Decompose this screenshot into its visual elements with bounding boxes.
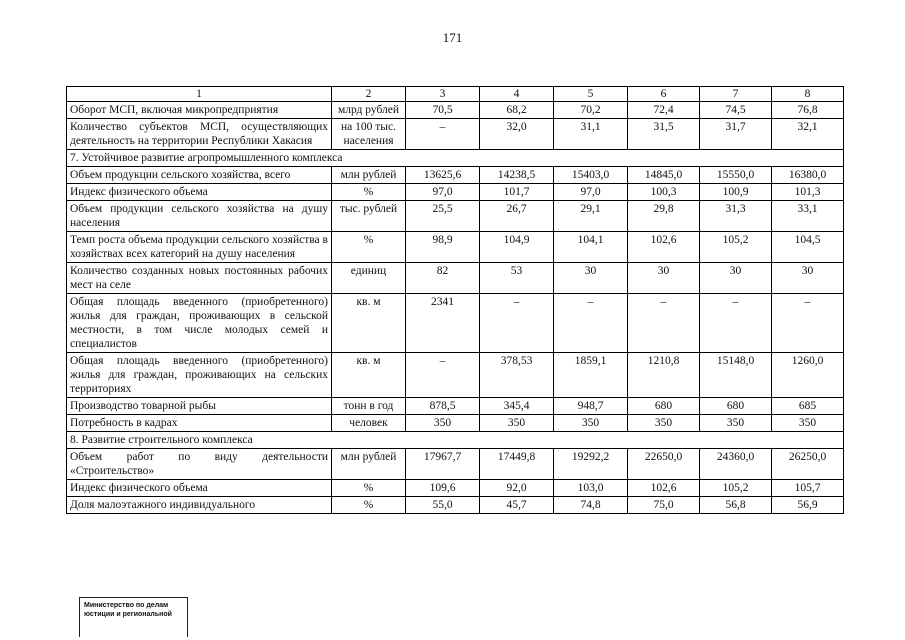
value-cell: 109,6 (406, 480, 480, 497)
table-row (67, 184, 844, 201)
stamp-line: Министерство по делам (84, 602, 169, 609)
value-cell: 350 (772, 415, 844, 432)
value-cell: 30 (700, 263, 772, 294)
indicator-name: Потребность в кадрах (67, 415, 332, 432)
column-header: 7 (700, 87, 772, 102)
indicator-name: Производство товарной рыбы (67, 398, 332, 415)
value-cell: 24360,0 (700, 449, 772, 480)
value-cell: 878,5 (406, 398, 480, 415)
table-body (67, 87, 844, 514)
value-cell: 101,3 (772, 184, 844, 201)
value-cell: 350 (554, 415, 628, 432)
value-cell: – (406, 353, 480, 398)
value-cell: 100,9 (700, 184, 772, 201)
value-cell: 2341 (406, 294, 480, 353)
registration-stamp (79, 597, 188, 637)
value-cell: 378,53 (480, 353, 554, 398)
indicator-name: Оборот МСП, включая микропредприятия (67, 102, 332, 119)
value-cell: 104,1 (554, 232, 628, 263)
value-cell: 685 (772, 398, 844, 415)
value-cell: 70,2 (554, 102, 628, 119)
value-cell: – (628, 294, 700, 353)
value-cell: 105,7 (772, 480, 844, 497)
value-cell: 350 (700, 415, 772, 432)
unit-cell: млн рублей (332, 449, 406, 480)
value-cell: 56,8 (700, 497, 772, 514)
value-cell: 105,2 (700, 232, 772, 263)
value-cell: 948,7 (554, 398, 628, 415)
value-cell: 1260,0 (772, 353, 844, 398)
indicator-name: Объем работ по виду деятельности «Строительство» (67, 449, 332, 480)
unit-cell: кв. м (332, 294, 406, 353)
value-cell: 102,6 (628, 232, 700, 263)
value-cell: 15403,0 (554, 167, 628, 184)
value-cell: 104,5 (772, 232, 844, 263)
indicators-table (66, 86, 844, 514)
value-cell: – (772, 294, 844, 353)
table-row (67, 119, 844, 150)
value-cell: 55,0 (406, 497, 480, 514)
column-header: 1 (67, 87, 332, 102)
page-number: 171 (442, 30, 463, 45)
value-cell: 75,0 (628, 497, 700, 514)
column-number-row (67, 87, 844, 102)
table-row (67, 232, 844, 263)
stamp-line: юстиции и региональной (84, 611, 172, 618)
unit-cell: % (332, 232, 406, 263)
value-cell: 16380,0 (772, 167, 844, 184)
value-cell: 105,2 (700, 480, 772, 497)
value-cell: 97,0 (406, 184, 480, 201)
value-cell: – (406, 119, 480, 150)
value-cell: 15550,0 (700, 167, 772, 184)
column-header: 8 (772, 87, 844, 102)
value-cell: 350 (480, 415, 554, 432)
value-cell: – (554, 294, 628, 353)
unit-cell: на 100 тыс. населения (332, 119, 406, 150)
value-cell: 1210,8 (628, 353, 700, 398)
unit-cell: тыс. рублей (332, 201, 406, 232)
column-header: 3 (406, 87, 480, 102)
value-cell: 74,5 (700, 102, 772, 119)
value-cell: 14238,5 (480, 167, 554, 184)
table-row (67, 398, 844, 415)
value-cell: 15148,0 (700, 353, 772, 398)
unit-cell: кв. м (332, 353, 406, 398)
table-row (67, 294, 844, 353)
value-cell: – (700, 294, 772, 353)
value-cell: 30 (628, 263, 700, 294)
value-cell: 680 (628, 398, 700, 415)
unit-cell: % (332, 497, 406, 514)
section-header-row (67, 432, 844, 449)
table-row (67, 415, 844, 432)
value-cell: 53 (480, 263, 554, 294)
section-title: 7. Устойчивое развитие агропромышленного комплекса (67, 150, 844, 167)
value-cell: 70,5 (406, 102, 480, 119)
value-cell: 68,2 (480, 102, 554, 119)
value-cell: 33,1 (772, 201, 844, 232)
indicator-name: Объем продукции сельского хозяйства, всего (67, 167, 332, 184)
table-row (67, 449, 844, 480)
value-cell: 26250,0 (772, 449, 844, 480)
table-row (67, 102, 844, 119)
value-cell: 92,0 (480, 480, 554, 497)
section-header-row (67, 150, 844, 167)
value-cell: 32,1 (772, 119, 844, 150)
indicator-name: Индекс физического объема (67, 480, 332, 497)
column-header: 4 (480, 87, 554, 102)
value-cell: 350 (406, 415, 480, 432)
unit-cell: млрд рублей (332, 102, 406, 119)
value-cell: 31,3 (700, 201, 772, 232)
value-cell: 102,6 (628, 480, 700, 497)
section-title: 8. Развитие строительного комплекса (67, 432, 844, 449)
unit-cell: человек (332, 415, 406, 432)
value-cell: 30 (772, 263, 844, 294)
indicator-name: Количество созданных новых постоянных рабочих мест на селе (67, 263, 332, 294)
value-cell: 31,5 (628, 119, 700, 150)
value-cell: 17449,8 (480, 449, 554, 480)
value-cell: 82 (406, 263, 480, 294)
table-row (67, 480, 844, 497)
table-row (67, 497, 844, 514)
value-cell: 29,1 (554, 201, 628, 232)
value-cell: 56,9 (772, 497, 844, 514)
value-cell: 100,3 (628, 184, 700, 201)
unit-cell: % (332, 480, 406, 497)
unit-cell: % (332, 184, 406, 201)
value-cell: 14845,0 (628, 167, 700, 184)
value-cell: 26,7 (480, 201, 554, 232)
value-cell: 19292,2 (554, 449, 628, 480)
value-cell: 76,8 (772, 102, 844, 119)
value-cell: 31,7 (700, 119, 772, 150)
indicator-name: Темп роста объема продукции сельского хозяйства в хозяйствах всех категорий на душу населения (67, 232, 332, 263)
indicator-name: Количество субъектов МСП, осуществляющих деятельность на территории Республики Хакасия (67, 119, 332, 150)
value-cell: 31,1 (554, 119, 628, 150)
value-cell: 104,9 (480, 232, 554, 263)
value-cell: 25,5 (406, 201, 480, 232)
indicator-name: Общая площадь введенного (приобретенного) жилья для граждан, проживающих в сельской местности, в том числе молодых семей и специалистов (67, 294, 332, 353)
value-cell: 103,0 (554, 480, 628, 497)
value-cell: 350 (628, 415, 700, 432)
table-row (67, 353, 844, 398)
value-cell: 1859,1 (554, 353, 628, 398)
indicator-name: Объем продукции сельского хозяйства на душу населения (67, 201, 332, 232)
unit-cell: единиц (332, 263, 406, 294)
value-cell: 32,0 (480, 119, 554, 150)
table-row (67, 201, 844, 232)
indicators-table-container (66, 86, 843, 514)
indicator-name: Доля малоэтажного индивидуального (67, 497, 332, 514)
value-cell: 680 (700, 398, 772, 415)
value-cell: 74,8 (554, 497, 628, 514)
table-row (67, 167, 844, 184)
value-cell: 17967,7 (406, 449, 480, 480)
indicator-name: Общая площадь введенного (приобретенного) жилья для граждан, проживающих на сельских территориях (67, 353, 332, 398)
table-row (67, 263, 844, 294)
value-cell: 45,7 (480, 497, 554, 514)
column-header: 6 (628, 87, 700, 102)
value-cell: 13625,6 (406, 167, 480, 184)
column-header: 2 (332, 87, 406, 102)
value-cell: 101,7 (480, 184, 554, 201)
value-cell: 29,8 (628, 201, 700, 232)
value-cell: 30 (554, 263, 628, 294)
value-cell: – (480, 294, 554, 353)
value-cell: 97,0 (554, 184, 628, 201)
value-cell: 345,4 (480, 398, 554, 415)
unit-cell: тонн в год (332, 398, 406, 415)
unit-cell: млн рублей (332, 167, 406, 184)
value-cell: 98,9 (406, 232, 480, 263)
value-cell: 72,4 (628, 102, 700, 119)
value-cell: 22650,0 (628, 449, 700, 480)
indicator-name: Индекс физического объема (67, 184, 332, 201)
column-header: 5 (554, 87, 628, 102)
